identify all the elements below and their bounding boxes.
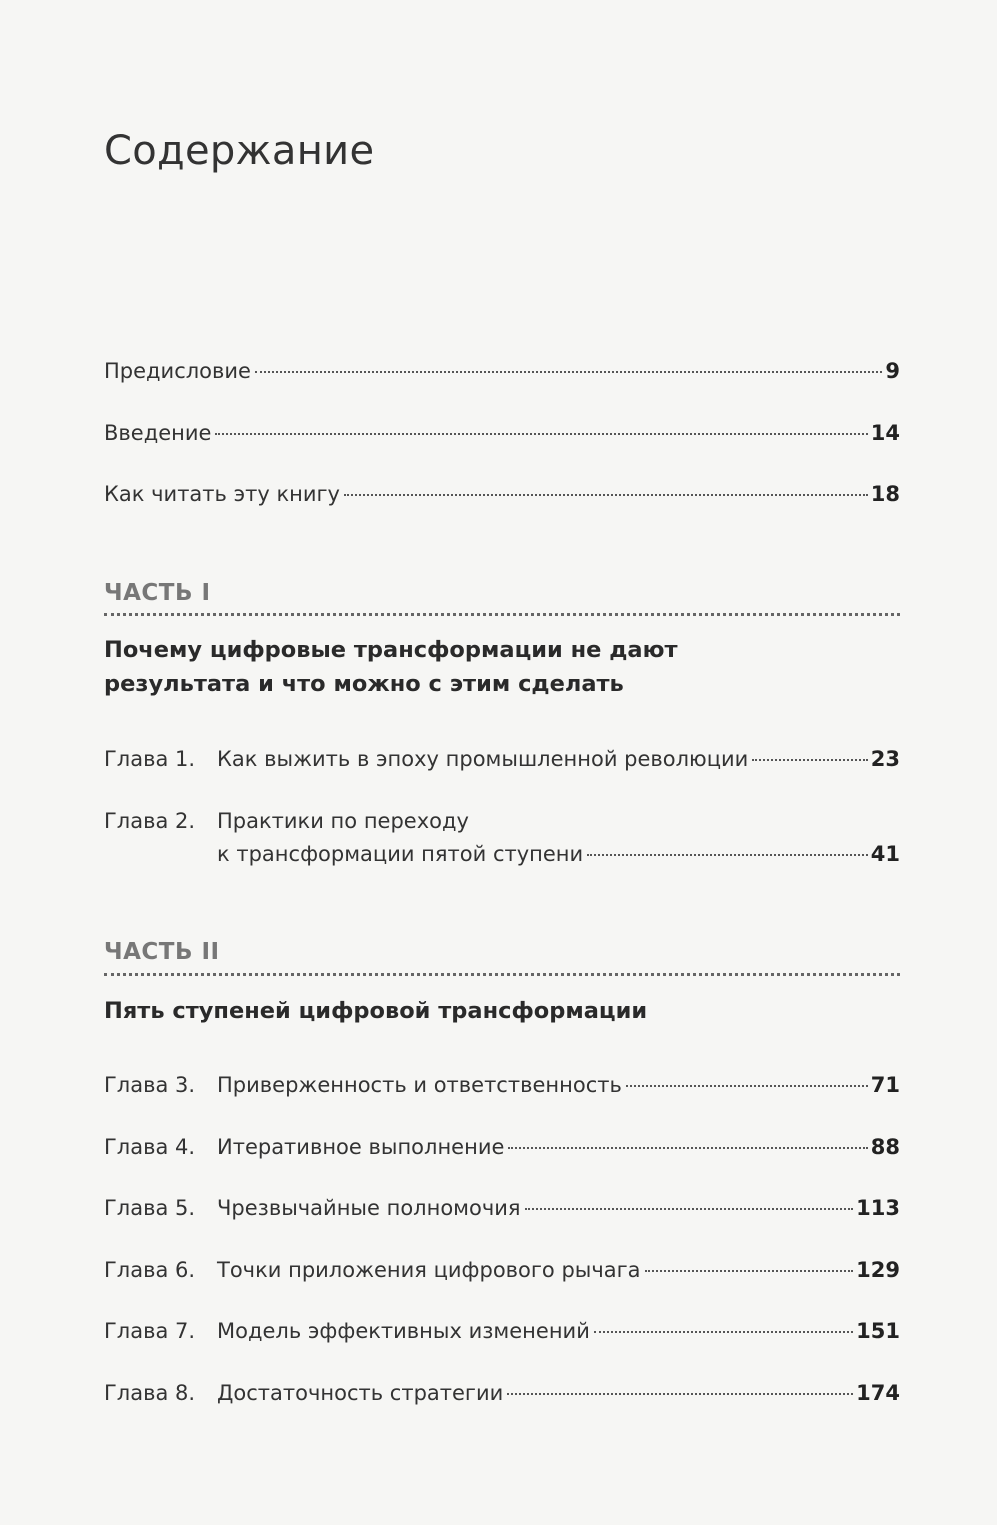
toc-entry-how-to-read — [104, 479, 900, 509]
toc-entry-chapter-8 — [104, 1378, 900, 1408]
part-1-title — [104, 633, 864, 701]
part-2-title: Пять ступеней цифровой трансформации — [104, 998, 648, 1024]
toc-entry-chapter-4 — [104, 1132, 900, 1162]
leader-dots — [587, 854, 868, 856]
toc-entry-page: 18 — [870, 482, 900, 506]
part-1-label: ЧАСТЬ I — [104, 580, 211, 606]
leader-dots — [508, 1147, 867, 1149]
toc-entry-chapter-3 — [104, 1070, 900, 1100]
toc-entry-label: Предисловие — [104, 359, 251, 383]
part-1-title-line-2: результата и что можно с этим сделать — [104, 671, 624, 697]
toc-entry-page: 23 — [870, 747, 900, 771]
toc-entry-label: Чрезвычайные полномочия — [217, 1196, 521, 1220]
toc-entry-page: 14 — [870, 421, 900, 445]
chapter-number: Глава 6. — [104, 1258, 196, 1282]
toc-entry-chapter-5 — [104, 1193, 900, 1223]
toc-entry-label: Как выжить в эпоху промышленной революции — [217, 747, 749, 771]
page-title: Содержание — [104, 128, 375, 174]
toc-entry-chapter-2-line-2 — [104, 839, 900, 869]
toc-entry-page: 71 — [870, 1073, 900, 1097]
leader-dots — [626, 1085, 868, 1087]
toc-entry-label: Итеративное выполнение — [217, 1135, 505, 1159]
toc-entry-label: Модель эффективных изменений — [217, 1319, 590, 1343]
toc-entry-page: 151 — [856, 1319, 900, 1343]
toc-entry-chapter-2-line-1 — [104, 806, 900, 836]
leader-dots — [344, 494, 868, 496]
part-2-divider — [104, 973, 900, 976]
leader-dots — [594, 1331, 853, 1333]
toc-entry-label: Точки приложения цифрового рычага — [217, 1258, 641, 1282]
toc-entry-page: 41 — [870, 842, 900, 866]
chapter-number: Глава 1. — [104, 747, 196, 771]
toc-entry-label: Приверженность и ответственность — [217, 1073, 622, 1097]
part-2-label: ЧАСТЬ II — [104, 939, 220, 965]
chapter-number: Глава 5. — [104, 1196, 196, 1220]
toc-entry-label: к трансформации пятой ступени — [217, 842, 584, 866]
toc-entry-page: 88 — [870, 1135, 900, 1159]
toc-entry-chapter-1 — [104, 744, 900, 774]
part-1-divider — [104, 613, 900, 616]
toc-entry-page: 9 — [885, 359, 900, 383]
toc-entry-page: 174 — [856, 1381, 900, 1405]
toc-entry-page: 129 — [856, 1258, 900, 1282]
chapter-number: Глава 3. — [104, 1073, 196, 1097]
toc-entry-label: Введение — [104, 421, 212, 445]
toc-entry-chapter-7 — [104, 1316, 900, 1346]
part-1-title-line-1: Почему цифровые трансформации не дают — [104, 637, 678, 663]
toc-entry-preface — [104, 356, 900, 386]
toc-entry-label: Достаточность стратегии — [217, 1381, 504, 1405]
chapter-number: Глава 8. — [104, 1381, 196, 1405]
toc-entry-label: Как читать эту книгу — [104, 482, 340, 506]
leader-dots — [507, 1393, 853, 1395]
leader-dots — [645, 1270, 854, 1272]
toc-entry-label: Практики по переходу — [217, 809, 469, 833]
chapter-number: Глава 2. — [104, 809, 196, 833]
chapter-number: Глава 7. — [104, 1319, 196, 1343]
leader-dots — [525, 1208, 854, 1210]
toc-entry-chapter-6 — [104, 1255, 900, 1285]
leader-dots — [255, 371, 882, 373]
toc-entry-introduction — [104, 418, 900, 448]
leader-dots — [215, 433, 867, 435]
leader-dots — [752, 759, 867, 761]
toc-entry-page: 113 — [856, 1196, 900, 1220]
chapter-number: Глава 4. — [104, 1135, 196, 1159]
